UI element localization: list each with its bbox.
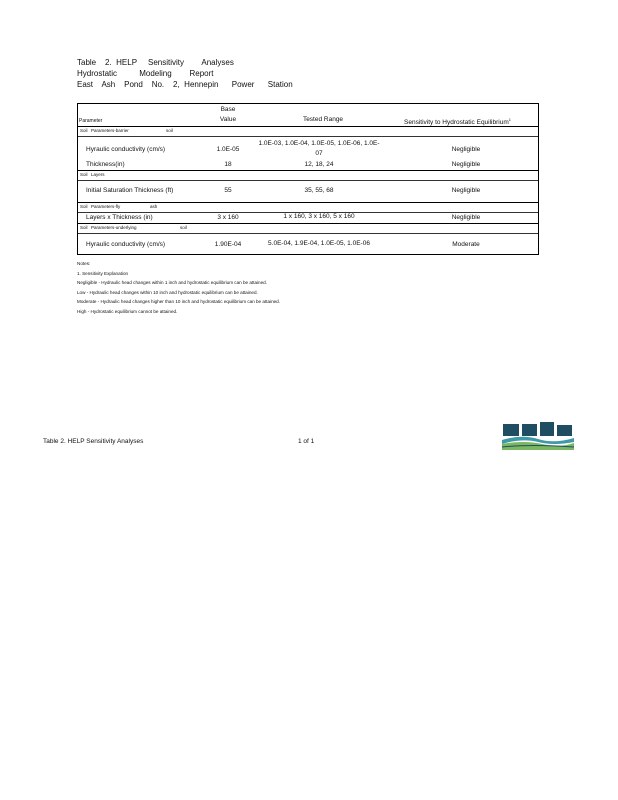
title-block bbox=[77, 57, 293, 90]
row3-tested: 35, 55, 68 bbox=[304, 187, 334, 194]
row2-sensitivity: Negligible bbox=[451, 161, 481, 168]
header-base-line1: Base bbox=[220, 106, 236, 113]
divider bbox=[78, 223, 538, 224]
row1-tested-line2: 07 bbox=[315, 150, 323, 157]
section-layers-soil: Soil bbox=[80, 172, 88, 177]
row5-sensitivity: Moderate bbox=[452, 241, 480, 248]
section-flyash-ash: ash bbox=[150, 204, 158, 209]
row4-tested: 1 x 160, 3 x 160, 5 x 160 bbox=[283, 213, 355, 220]
footer-page-number: 1 of 1 bbox=[298, 438, 315, 445]
title-line-3: East Ash Pond No. 2, Hennepin Power Station bbox=[77, 80, 293, 89]
divider bbox=[78, 136, 538, 137]
title-line-2: Hydrostatic Modeling Report bbox=[77, 69, 214, 78]
company-logo-icon bbox=[502, 420, 574, 450]
row2-parameter: Thickness(in) bbox=[86, 161, 125, 168]
footer-title: Table 2. HELP Sensitivity Analyses bbox=[43, 438, 144, 445]
row1-base: 1.0E-05 bbox=[216, 146, 240, 153]
header-tested-range: Tested Range bbox=[302, 116, 344, 123]
row5-parameter: Hyraulic conductivity (cm/s) bbox=[86, 241, 166, 248]
header-base-line2: Value bbox=[219, 116, 237, 123]
header-sensitivity bbox=[404, 117, 511, 126]
row4-parameter: Layers x Thickness (in) bbox=[86, 214, 153, 221]
divider bbox=[78, 180, 538, 181]
header-parameter: Parameter bbox=[79, 118, 103, 124]
row4-base: 3 x 160 bbox=[217, 214, 239, 221]
section-barrier-soil-right: soil bbox=[166, 128, 173, 133]
divider bbox=[78, 126, 538, 127]
row5-base: 1.90E-04 bbox=[214, 241, 242, 248]
row5-tested: 5.0E-04, 1.9E-04, 1.0E-05, 1.0E-06 bbox=[268, 240, 370, 247]
section-flyash-soil: Soil bbox=[80, 204, 88, 209]
divider bbox=[78, 170, 538, 171]
divider bbox=[78, 202, 538, 203]
row4-sensitivity: Negligible bbox=[451, 214, 481, 221]
row2-tested: 12, 18, 24 bbox=[304, 161, 334, 168]
sensitivity-table bbox=[77, 103, 539, 255]
section-underlying-soil-right: soil bbox=[180, 225, 187, 230]
row1-sensitivity: Negligible bbox=[451, 146, 481, 153]
section-barrier-soil: Soil bbox=[80, 128, 88, 133]
row2-base: 18 bbox=[224, 161, 232, 168]
notes-negligible: Negligible - Hydraulic head changes within 1 inch and hydrostatic equilibrium can be attained. bbox=[77, 280, 267, 286]
section-underlying-soil: Soil bbox=[80, 225, 88, 230]
header-sensitivity-footnote: 1 bbox=[508, 117, 511, 122]
notes-item-1: 1. Sensitivity Explanation bbox=[77, 270, 129, 276]
notes-low: Low - Hydraulic head changes within 10 inch and hydrostatic equilibrium can be attained. bbox=[77, 289, 258, 295]
section-layers-label: Layers bbox=[91, 172, 105, 177]
notes-moderate: Moderate - Hydraulic head changes higher than 10 inch and hydrostatic equilibrium can be attained. bbox=[77, 299, 281, 305]
row3-sensitivity: Negligible bbox=[451, 187, 481, 194]
row1-parameter: Hyraulic conductivity (cm/s) bbox=[86, 146, 166, 153]
row3-base: 55 bbox=[224, 187, 232, 194]
header-sensitivity-text: Sensitivity to Hydrostatic Equilibrium bbox=[404, 119, 509, 127]
divider bbox=[78, 233, 538, 234]
section-flyash-label: Parameters-fly bbox=[91, 204, 121, 209]
row1-tested-line1: 1.0E-03, 1.0E-04, 1.0E-05, 1.0E-06, 1.0E- bbox=[258, 140, 380, 147]
section-barrier-label: Parameters-barrier bbox=[91, 128, 129, 133]
notes-heading: Notes: bbox=[77, 261, 91, 266]
title-line-1: Table 2. HELP Sensitivity Analyses bbox=[77, 58, 234, 67]
row3-parameter: Initial Saturation Thickness (ft) bbox=[86, 187, 174, 194]
notes-block bbox=[77, 259, 280, 317]
section-underlying-label: Parameters-underlying bbox=[91, 225, 137, 230]
notes-high: High - Hydrostatic equilibrium cannot be attained. bbox=[77, 308, 178, 314]
